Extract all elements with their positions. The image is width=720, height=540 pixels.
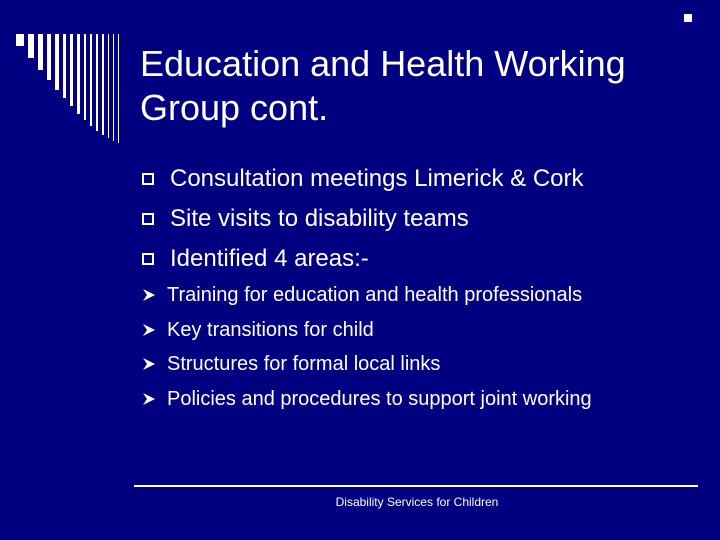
bullet-text: Consultation meetings Limerick & Cork: [170, 165, 584, 192]
slide-title: Education and Health Working Group cont.: [140, 43, 626, 128]
sub-bullet-text: Policies and procedures to support joint working: [167, 387, 592, 410]
sub-bullet-item: [142, 350, 592, 385]
hollow-square-bullet-icon: [142, 173, 154, 185]
sub-bullet-text: Training for education and health professionals: [167, 284, 583, 306]
footer-text: Disability Services for Children: [335, 495, 499, 509]
footer-divider: [134, 485, 698, 487]
arrowhead-bullet-icon: [142, 288, 156, 302]
arrowhead-bullet-icon: [142, 357, 156, 371]
decorative-square: [684, 14, 692, 22]
bullet-item: [142, 203, 584, 243]
hollow-square-bullet-icon: [142, 253, 154, 265]
sub-bullet-text: Structures for formal local links: [167, 353, 441, 375]
arrowhead-bullet-icon: [142, 392, 156, 406]
sub-bullet-item: [142, 385, 592, 420]
decorative-bars: [16, 34, 128, 144]
bullet-text: Site visits to disability teams: [170, 205, 469, 232]
hollow-square-bullet-icon: [142, 213, 154, 225]
sub-bullet-list: [142, 281, 592, 419]
sub-bullet-text: Key transitions for child: [167, 318, 374, 341]
bullet-list: [142, 163, 584, 283]
arrowhead-bullet-icon: [142, 323, 156, 337]
bullet-item: [142, 163, 584, 203]
bullet-item: [142, 243, 584, 283]
sub-bullet-item: [142, 316, 592, 351]
bullet-text: Identified 4 areas:-: [170, 245, 369, 272]
footer: [0, 495, 720, 509]
sub-bullet-item: [142, 281, 592, 316]
